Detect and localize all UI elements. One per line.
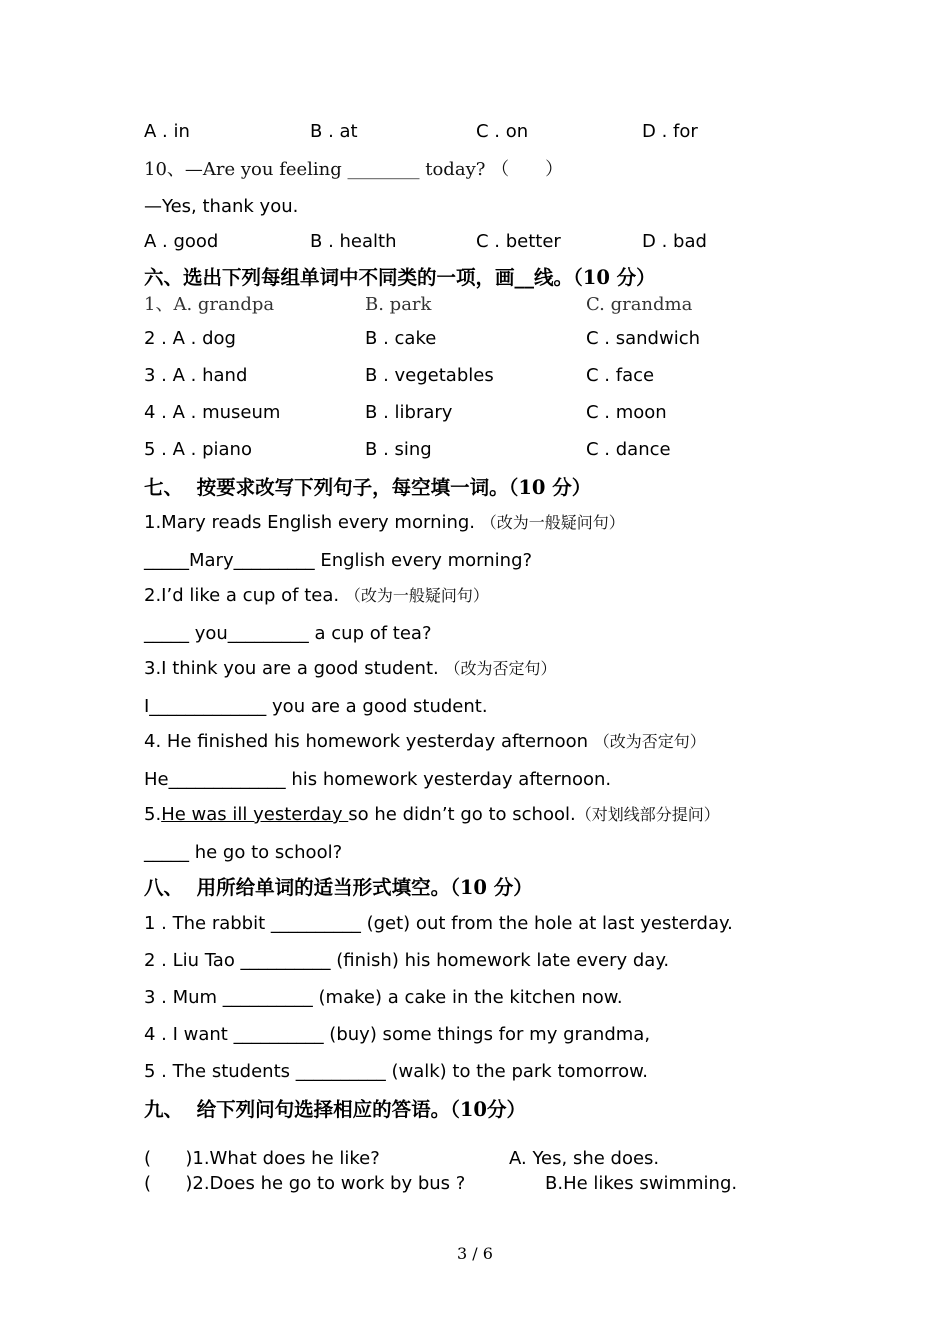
q9-option-b: B . at	[310, 121, 358, 142]
section8-item4: 4 . I want __________ (buy) some things for my grandma,	[144, 1024, 651, 1045]
section7-item4-question: 4. He finished his homework yesterday afternoon （改为否定句）	[144, 731, 706, 752]
q9-option-d: D . for	[642, 121, 698, 142]
section6-heading: 六、选出下列每组单词中不同类的一项，画__线。（10 分）	[144, 266, 656, 289]
page-number: 3 / 6	[457, 1244, 493, 1263]
section6-row2-c: C . sandwich	[586, 328, 701, 349]
section7-item5-answer: _____ he go to school?	[144, 842, 343, 863]
section7-item3-note: （改为否定句）	[444, 659, 557, 678]
section6-row4-c: C . moon	[586, 402, 667, 423]
section6-row5-a: 5 . A . piano	[144, 439, 252, 460]
q10-reply: —Yes, thank you.	[144, 196, 299, 217]
section6-row1-a: 1、A. grandpa	[144, 294, 275, 315]
section9-question2: ( )2.Does he go to work by bus ?	[144, 1173, 466, 1194]
section8-item5: 5 . The students __________ (walk) to the park tomorrow.	[144, 1061, 648, 1082]
section7-item1-note: （改为一般疑问句）	[480, 513, 625, 532]
section7-heading: 七、 按要求改写下列句子，每空填一词。（10 分）	[144, 476, 592, 499]
q10-option-a: A . good	[144, 231, 219, 252]
section6-row3-a: 3 . A . hand	[144, 365, 248, 386]
section7-item1-answer: _____Mary_________ English every morning?	[144, 550, 533, 571]
section7-item5-underlined: He was ill yesterday	[161, 804, 349, 825]
section7-item2-answer: _____ you_________ a cup of tea?	[144, 623, 432, 644]
section8-item3: 3 . Mum __________ (make) a cake in the kitchen now.	[144, 987, 623, 1008]
section7-item5-note: （对划线部分提问）	[575, 805, 720, 824]
section6-row3-b: B . vegetables	[365, 365, 494, 386]
section6-row2-a: 2 . A . dog	[144, 328, 236, 349]
section9-question1: ( )1.What does he like?	[144, 1148, 380, 1169]
section8-item2: 2 . Liu Tao __________ (finish) his homework late every day.	[144, 950, 670, 971]
section9-answer-b: B.He likes swimming.	[545, 1173, 738, 1194]
section6-row5-b: B . sing	[365, 439, 432, 460]
section9-answer-a: A. Yes, she does.	[509, 1148, 660, 1169]
q9-option-a: A . in	[144, 121, 190, 142]
section7-item4-note: （改为否定句）	[593, 732, 706, 751]
section6-row5-c: C . dance	[586, 439, 671, 460]
section7-item2-note: （改为一般疑问句）	[344, 586, 489, 605]
section8-item1: 1 . The rabbit __________ (get) out from the hole at last yesterday.	[144, 913, 733, 934]
section7-item3-question: 3.I think you are a good student. （改为否定句）	[144, 658, 557, 679]
section6-row4-a: 4 . A . museum	[144, 402, 281, 423]
section6-row1-b: B. park	[365, 294, 432, 315]
section7-item3-answer: I_____________ you are a good student.	[144, 696, 488, 717]
q10-question: 10、—Are you feeling ________ today? （ ）	[144, 159, 564, 180]
section7-item1-question: 1.Mary reads English every morning. （改为一般疑问句）	[144, 512, 625, 533]
section9-heading: 九、 给下列问句选择相应的答语。（10分）	[144, 1098, 526, 1121]
q9-option-c: C . on	[476, 121, 529, 142]
section6-row2-b: B . cake	[365, 328, 437, 349]
q10-option-b: B . health	[310, 231, 397, 252]
section7-item5-question: 5.He was ill yesterday so he didn’t go to school.（对划线部分提问）	[144, 804, 720, 825]
section6-row3-c: C . face	[586, 365, 655, 386]
q10-option-d: D . bad	[642, 231, 707, 252]
section7-item2-question: 2.I’d like a cup of tea. （改为一般疑问句）	[144, 585, 489, 606]
section7-item4-answer: He_____________ his homework yesterday afternoon.	[144, 769, 612, 790]
section6-row4-b: B . library	[365, 402, 453, 423]
section6-row1-c: C. grandma	[586, 294, 693, 315]
q10-option-c: C . better	[476, 231, 561, 252]
section8-heading: 八、 用所给单词的适当形式填空。（10 分）	[144, 876, 533, 899]
